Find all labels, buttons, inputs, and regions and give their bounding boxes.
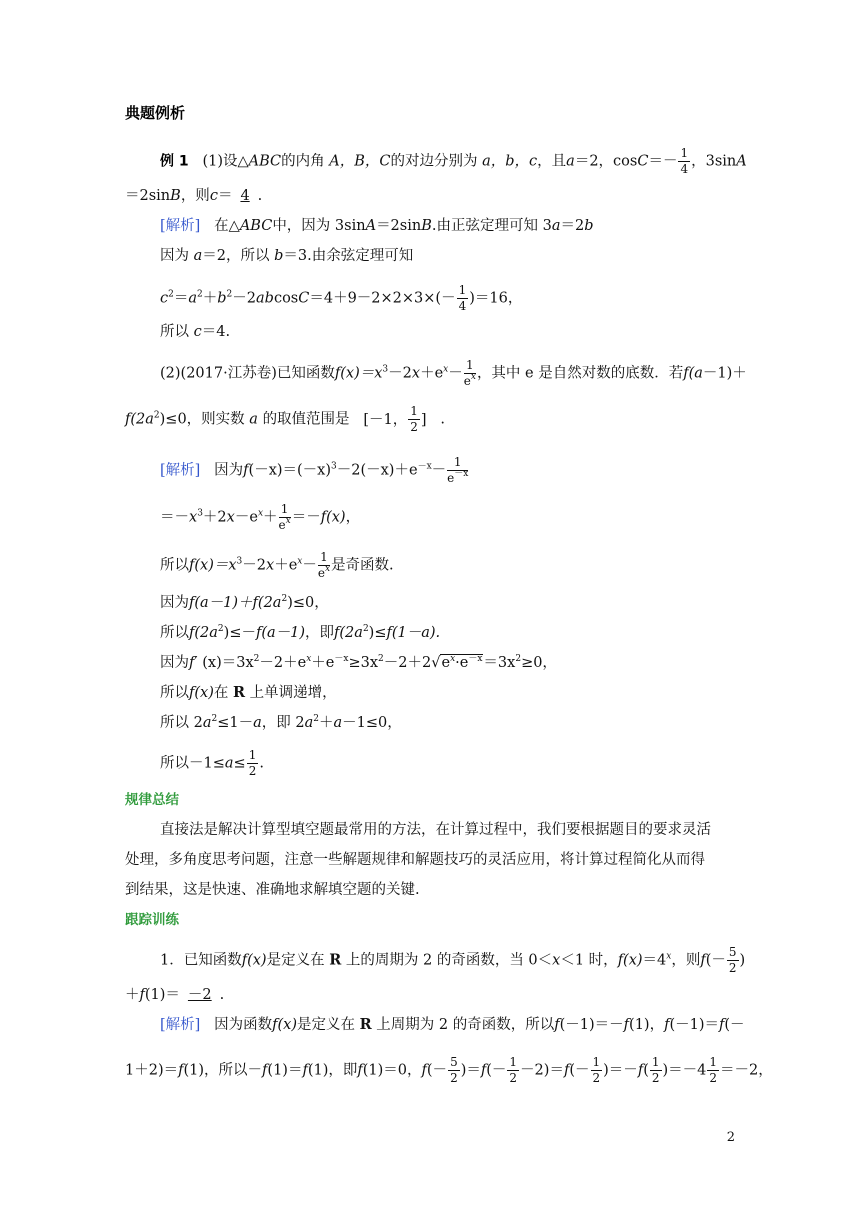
practice-solution-line2: 1＋2)＝f(1)，所以－f(1)＝f(1)，即f(1)＝0，f(－ $\frac{5}{2}$ )＝f(－ $\frac{1}{2}$ －2)＝f(－ $\frac{1}{2}$ )＝－f( $\frac{1}{2}$ )＝－4 $\frac{1}{2}$ ＝－2， [125,1055,773,1085]
summary-line3: 到结果，这是快速、准确地求解填空题的关键. [125,882,420,898]
practice-solution-line1: [解析] 因为函数f(x)是定义在 R 上周期为 2 的奇函数，所以f(－1)＝－f(1)，f(－1)＝f(－ [160,1016,745,1033]
example2-solution-line2: $=-x^3+2x-e^x+$ $\frac{1}{e^x}$ ＝－f(x)， [160,502,361,532]
fraction-1-2: $\frac{1}{2}$ [509,1055,518,1085]
example2-question-line2: $f(2a^2)\le 0$，则实数 a 的取值范围是 [－1， $\frac{1}{2}$ ] . [125,404,446,434]
example2-solution-line5: 所以$f(2a^2)\le-f(a-1)$，即$f(2a^2)\le f(1-a)$. [160,624,441,641]
example1-solution-line1: [解析] 在△ABC中，因为 3sinA＝2sinB.由正弦定理可知 3a＝2b [160,218,594,234]
example2-solution-line4: 因为$f(a-1)+f(2a^2)\le 0$， [160,594,329,611]
example2-solution-line9: 所以－1≤a≤ $\frac{1}{2}$ . [160,748,264,778]
example2-solution-line3: 所以$f(x)=x^3-2x+e^x-$ $\frac{1}{e^x}$ 是奇函数. [160,550,394,580]
fraction-1-emx: $\frac{1}{e^{-x}}$ [447,455,469,485]
section-title: 典题例析 [125,104,186,122]
practice-question-line1: 1．已知函数f(x)是定义在 R 上的周期为 2 的奇函数，当 0＜x＜1 时，$f(x)=4^x$，则f(－ $\frac{5}{2}$ ) [160,945,746,975]
example-label: 例 1 [160,153,189,170]
fraction-1-2: $\frac{1}{2}$ [410,404,418,434]
answer-blank-3: －2 [187,987,212,1003]
example2-solution-line6: 因为f′ $(x)=3x^2-2+e^x+e^{-x}\ge 3x^2-2+2√e^x\cdot e^{-x}=3x^2\ge 0$， [160,654,557,671]
fraction-5-2: $\frac{5}{2}$ [450,1055,458,1085]
example1-solution-line3: $c^2=a^2+b^2-2abcosC=4+9-2\times 2\times 3\times(-$ $\frac{1}{4}$ )＝16， [160,283,523,313]
page-number: 2 [726,1130,735,1145]
example2-solution-line8: 所以 $2a^2\le 1-a$，即 $2a^2+a-1\le 0$， [160,714,402,731]
practice-question-line2: ＋f(1)＝ －2 . [125,987,225,1003]
example2-solution-line7: 所以f(x)在 R 上单调递增， [160,684,337,701]
fraction-1-2: $\frac{1}{2}$ [709,1055,718,1085]
example1-question-line2: ＝2sinB，则c＝ 4 . [125,188,263,204]
fraction-1-2: $\frac{1}{2}$ [651,1055,660,1085]
answer-blank-2: [－1， $\frac{1}{2}$ ] [363,404,427,434]
example2-solution-line1: [解析] 因为$f(-x)=(-x)^3-2(-x)+e^{-x}-$ $\frac{1}{e^{-x}}$ [160,455,469,485]
practice-title: 跟踪训练 [125,912,179,928]
fraction-1-ex: $\frac{1}{e^x}$ [278,502,291,532]
fraction-1-ex: $\frac{1}{e^x}$ [463,358,476,388]
answer-blank-1: 4 [240,188,250,204]
example2-question-line1: (2)(2017·江苏卷)已知函数$f(x)=x^3-2x+e^x-$ $\frac{1}{e^x}$ ，其中 e 是自然对数的底数．若f(a－1)＋ [160,358,747,388]
fraction-1-4: $\frac{1}{4}$ [680,146,689,176]
summary-line2: 处理，多角度思考问题，注意一些解题规律和解题技巧的灵活应用，将计算过程简化从而得 [125,852,705,868]
fraction-5-2: $\frac{5}{2}$ [728,945,737,975]
sqrt-term: $e^x\cdot e^{-x}$ [441,654,483,671]
fraction-1-4: $\frac{1}{4}$ [458,283,467,313]
summary-line1: 直接法是解决计算型填空题最常用的方法，在计算过程中，我们要根据题目的要求灵活 [160,822,711,838]
solution-label: [解析] [160,1017,201,1033]
summary-title: 规律总结 [125,792,179,808]
solution-label: [解析] [160,218,201,234]
fraction-1-2: $\frac{1}{2}$ [592,1055,601,1085]
example1-solution-line2: 因为 a＝2，所以 b＝3.由余弦定理可知 [160,248,414,264]
example1-question-line1: 例 1 (1)设△ABC的内角 A，B，C的对边分别为 a，b，c，且a＝2，cosC＝－ $\frac{1}{4}$ ，3sinA [160,146,747,176]
solution-label: [解析] [160,462,201,479]
fraction-1-ex: $\frac{1}{e^x}$ [317,550,331,580]
fraction-1-2: $\frac{1}{2}$ [248,748,257,778]
example1-solution-line4: 所以 c＝4. [160,324,231,340]
